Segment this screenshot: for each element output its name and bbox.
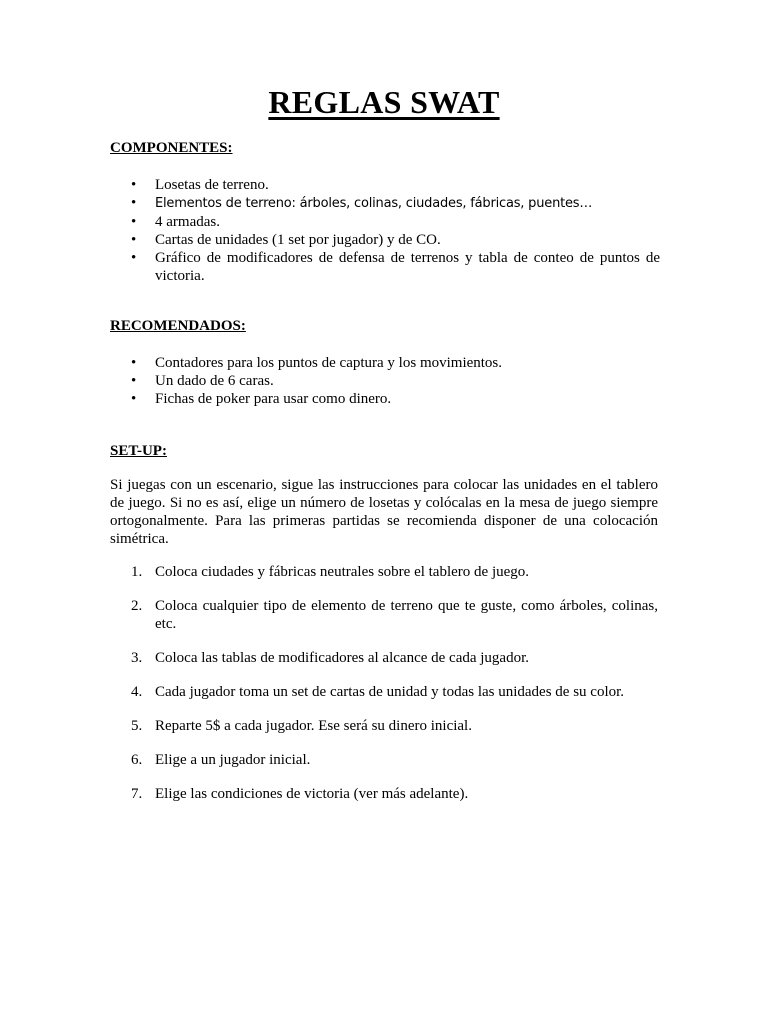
bullet-icon: • xyxy=(131,214,137,230)
step-text: Elige a un jugador inicial. xyxy=(155,751,311,768)
step-number: 3. xyxy=(131,649,143,666)
step-number: 5. xyxy=(131,717,143,734)
bullet-icon: • xyxy=(131,373,137,389)
list-item xyxy=(110,194,660,213)
list-item xyxy=(110,231,660,249)
list-item xyxy=(110,213,660,231)
setup-heading: SET-UP: xyxy=(110,443,167,459)
step-text: Coloca las tablas de modificadores al alcance de cada jugador. xyxy=(155,649,530,666)
list-item xyxy=(110,176,660,194)
step-item xyxy=(110,598,658,633)
list-item-text: 4 armadas. xyxy=(155,214,220,230)
step-item xyxy=(110,564,658,582)
step-item xyxy=(110,650,658,668)
step-text: Cada jugador toma un set de cartas de unidad y todas las unidades de su color. xyxy=(155,683,625,700)
list-item-text: Losetas de terreno. xyxy=(155,177,269,193)
bullet-icon: • xyxy=(131,177,137,193)
list-item xyxy=(110,354,660,372)
step-number: 4. xyxy=(131,683,143,700)
step-text: Coloca ciudades y fábricas neutrales sobre el tablero de juego. xyxy=(155,564,530,580)
bullet-icon: • xyxy=(131,391,137,407)
list-item-text: Fichas de poker para usar como dinero. xyxy=(155,391,392,407)
step-number: 1. xyxy=(131,564,143,580)
step-text: Coloca cualquier tipo de elemento de terreno que te guste, como árboles, colinas, etc. xyxy=(155,598,658,632)
page-title: REGLAS SWAT xyxy=(268,84,500,120)
recomendados-list xyxy=(110,354,660,408)
step-item xyxy=(110,684,658,702)
bullet-icon: • xyxy=(131,355,137,371)
list-item-text: Un dado de 6 caras. xyxy=(155,373,274,389)
list-item xyxy=(110,390,660,408)
list-item-text: Cartas de unidades (1 set por jugador) y de CO. xyxy=(155,232,441,248)
list-item-text: Contadores para los puntos de captura y los movimientos. xyxy=(155,355,503,371)
componentes-list xyxy=(110,176,660,285)
list-item-text: Elementos de terreno: árboles, colinas, ciudades, fábricas, puentes… xyxy=(155,196,593,211)
step-number: 6. xyxy=(131,751,143,768)
step-item xyxy=(110,752,658,770)
list-item-text: Gráfico de modificadores de defensa de terrenos y tabla de conteo de puntos de victoria. xyxy=(155,250,660,284)
bullet-icon: • xyxy=(131,232,137,248)
step-text: Elige las condiciones de victoria (ver más adelante). xyxy=(155,785,469,802)
step-number: 7. xyxy=(131,785,143,802)
list-item xyxy=(110,372,660,390)
list-item xyxy=(110,249,660,285)
bullet-icon: • xyxy=(131,195,137,211)
setup-steps xyxy=(110,564,658,820)
componentes-heading: COMPONENTES: xyxy=(110,140,233,156)
step-item xyxy=(110,718,658,736)
step-item xyxy=(110,786,658,804)
step-number: 2. xyxy=(131,598,143,614)
step-text: Reparte 5$ a cada jugador. Ese será su dinero inicial. xyxy=(155,717,472,734)
bullet-icon: • xyxy=(131,250,137,266)
recomendados-heading: RECOMENDADOS: xyxy=(110,318,246,334)
setup-paragraph: Si juegas con un escenario, sigue las instrucciones para colocar las unidades en el tablero de juego. Si no es así, elige un número de losetas y colócalas en la mesa de juego siempre ortogonalmente. Para las primeras partidas se recomienda disponer de una colocación simétrica. xyxy=(110,477,658,547)
